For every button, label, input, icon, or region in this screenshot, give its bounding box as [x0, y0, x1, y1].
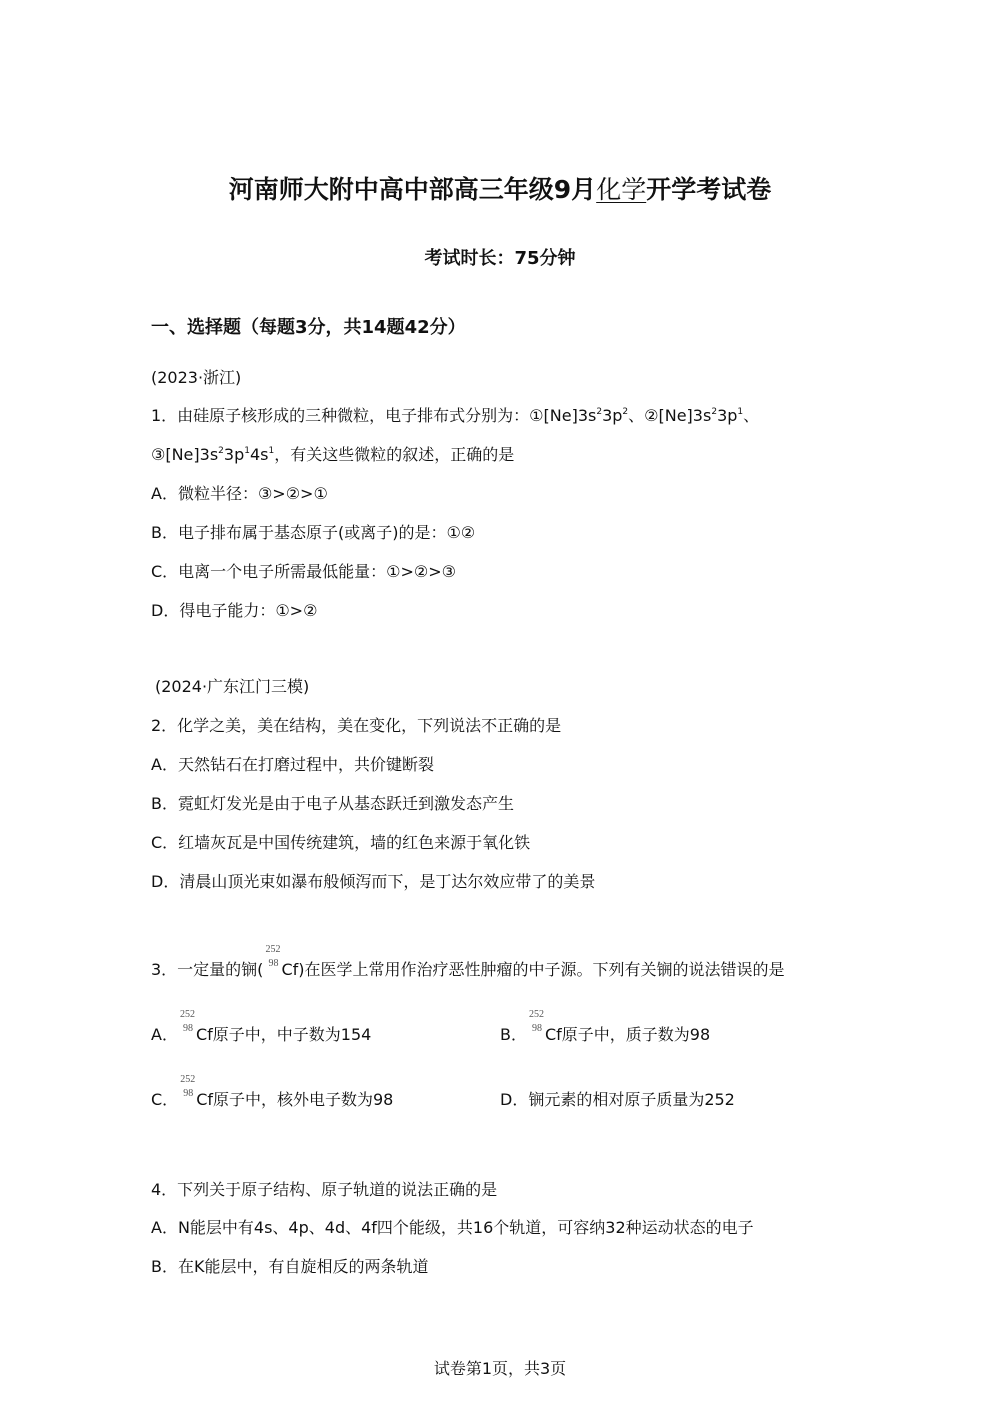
q1-option-a: A．微粒半径：③>②>① — [151, 484, 328, 503]
q1-stem-line2: $③[Ne]3s^23p^14s^1$，有关这些微粒的叙述，正确的是 — [151, 445, 515, 464]
q4-stem: 4．下列关于原子结构、原子轨道的说法正确的是 — [151, 1180, 498, 1199]
q3-option-d: D．锎元素的相对原子质量为252 — [500, 1090, 735, 1109]
q3-stem: 3．一定量的锎( 252 98 Cf)在医学上常用作治疗恶性肿瘤的中子源。下列有关锎的说法错误的是 — [151, 944, 785, 979]
section-heading-choice: 一、选择题（每题3分，共14题42分） — [151, 317, 466, 338]
q3-option-c: C． 252 98 Cf原子中，核外电子数为98 — [151, 1074, 394, 1109]
q2-option-d: D．清晨山顶光束如瀑布般倾泻而下，是丁达尔效应带了的美景 — [151, 872, 596, 891]
q2-stem: 2．化学之美，美在结构，美在变化，下列说法不正确的是 — [151, 716, 562, 735]
exam-duration: 考试时长：75分钟 — [424, 248, 576, 269]
q1-source: (2023·浙江) — [151, 368, 242, 387]
q2-option-b: B．霓虹灯发光是由于电子从基态跃迁到激发态产生 — [151, 794, 514, 813]
q2-option-a: A．天然钻石在打磨过程中，共价键断裂 — [151, 755, 434, 774]
q3-option-b: B． 252 98 Cf原子中，质子数为98 — [500, 1009, 711, 1044]
page-footer: 试卷第1页，共3页 — [433, 1359, 567, 1378]
exam-title: 河南师大附中高中部高三年级9月化学开学考试卷 — [228, 175, 772, 204]
q4-option-b: B．在K能层中，有自旋相反的两条轨道 — [151, 1257, 429, 1276]
q1-option-b: B．电子排布属于基态原子(或离子)的是：①② — [151, 523, 476, 542]
q2-option-c: C．红墙灰瓦是中国传统建筑，墙的红色来源于氧化铁 — [151, 833, 531, 852]
nuclide-symbol: 252 98 — [265, 944, 281, 969]
q3-option-a: A． 252 98 Cf原子中，中子数为154 — [151, 1009, 372, 1044]
title-subject: 化学 — [596, 175, 647, 204]
q1-option-d: D．得电子能力：①>② — [151, 601, 318, 620]
q4-option-a: A．N能层中有4s、4p、4d、4f四个能级，共16个轨道，可容纳32种运动状态的电子 — [151, 1218, 754, 1237]
q1-stem-line1: 1．由硅原子核形成的三种微粒，电子排布式分别为：$①[Ne]3s^23p^2$、$②[Ne]3s^23p^1$、 — [151, 406, 760, 425]
q1-option-c: C．电离一个电子所需最低能量：①>②>③ — [151, 562, 457, 581]
q2-source: (2024·广东江门三模) — [155, 677, 310, 696]
